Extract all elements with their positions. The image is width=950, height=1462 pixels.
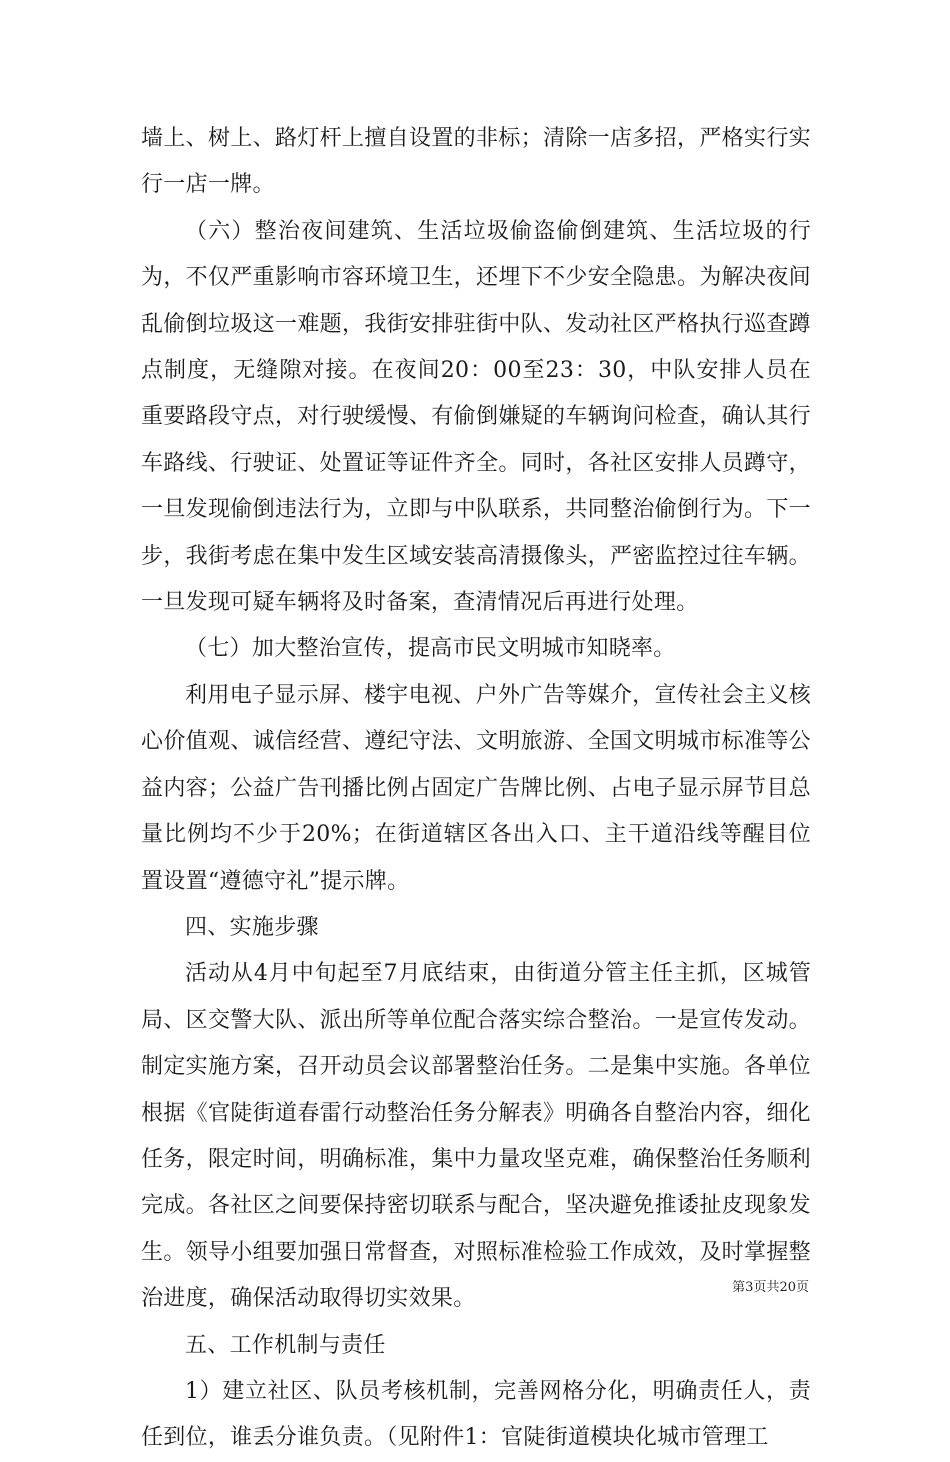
paragraph-5: 活动从4月中旬起至7月底结束，由街道分管主任主抓，区城管局、区交警大队、派出所等单位配合落实综合整治。一是宣传发动。制定实施方案，召开动员会议部署整治任务。二是集中实施。各单位根据《官陡街道春雷行动整治任务分解表》明确各自整治内容，细化任务，限定时间，明确标准，集中力量攻坚克难，确保整治任务顺利完成。各社区之间要保持密切联系与配合，坚决避免推诿扯皮现象发生。领导小组要加强日常督查，对照标准检验工作成效，及时掌握整治进度，确保活动取得切实效果。 <box>141 961 811 1312</box>
paragraph-1: 墙上、树上、路灯杆上擅自设置的非标；清除一店多招，严格实行实行一店一牌。 <box>141 126 811 198</box>
paragraph-4: 利用电子显示屏、楼宇电视、户外广告等媒介，宣传社会主义核心价值观、诚信经营、遵纪守法、文明旅游、全国文明城市标准等公益内容；公益广告刊播比例占固定广告牌比例、占电子显示屏节目总量比例均不少于20%；在街道辖区各出入口、主干道沿线等醒目位置设置“遵德守礼”提示牌。 <box>141 682 811 894</box>
section-heading-4: 四、实施步骤 <box>185 914 319 940</box>
paragraph-6: 1）建立社区、队员考核机制，完善网格分化，明确责任人，责任到位，谁丢分谁负责。（见附件1：官陡街道模块化城市管理工 <box>141 1378 811 1451</box>
paragraph-2: （六）整治夜间建筑、生活垃圾偷盗偷倒建筑、生活垃圾的行为，不仅严重影响市容环境卫生，还埋下不少安全隐患。为解决夜间乱偷倒垃圾这一难题，我街安排驻街中队、发动社区严格执行巡查蹲点制度，无缝隙对接。在夜间20：00至23：30，中队安排人员在重要路段守点，对行驶缓慢、有偷倒嫌疑的车辆询问检查，确认其行车路线、行驶证、处置证等证件齐全。同时，各社区安排人员蹲守，一旦发现偷倒违法行为，立即与中队联系，共同整治偷倒行为。下一步，我街考虑在集中发生区域安装高清摄像头，严密监控过往车辆。一旦发现可疑车辆将及时备案，查清情况后再进行处理。 <box>141 218 811 616</box>
page-number-footer: 第3页共20页 <box>732 1280 809 1295</box>
paragraph-3: （七）加大整治宣传，提高市民文明城市知晓率。 <box>185 636 676 662</box>
section-heading-5: 五、工作机制与责任 <box>185 1332 386 1358</box>
document-body <box>141 116 811 1462</box>
